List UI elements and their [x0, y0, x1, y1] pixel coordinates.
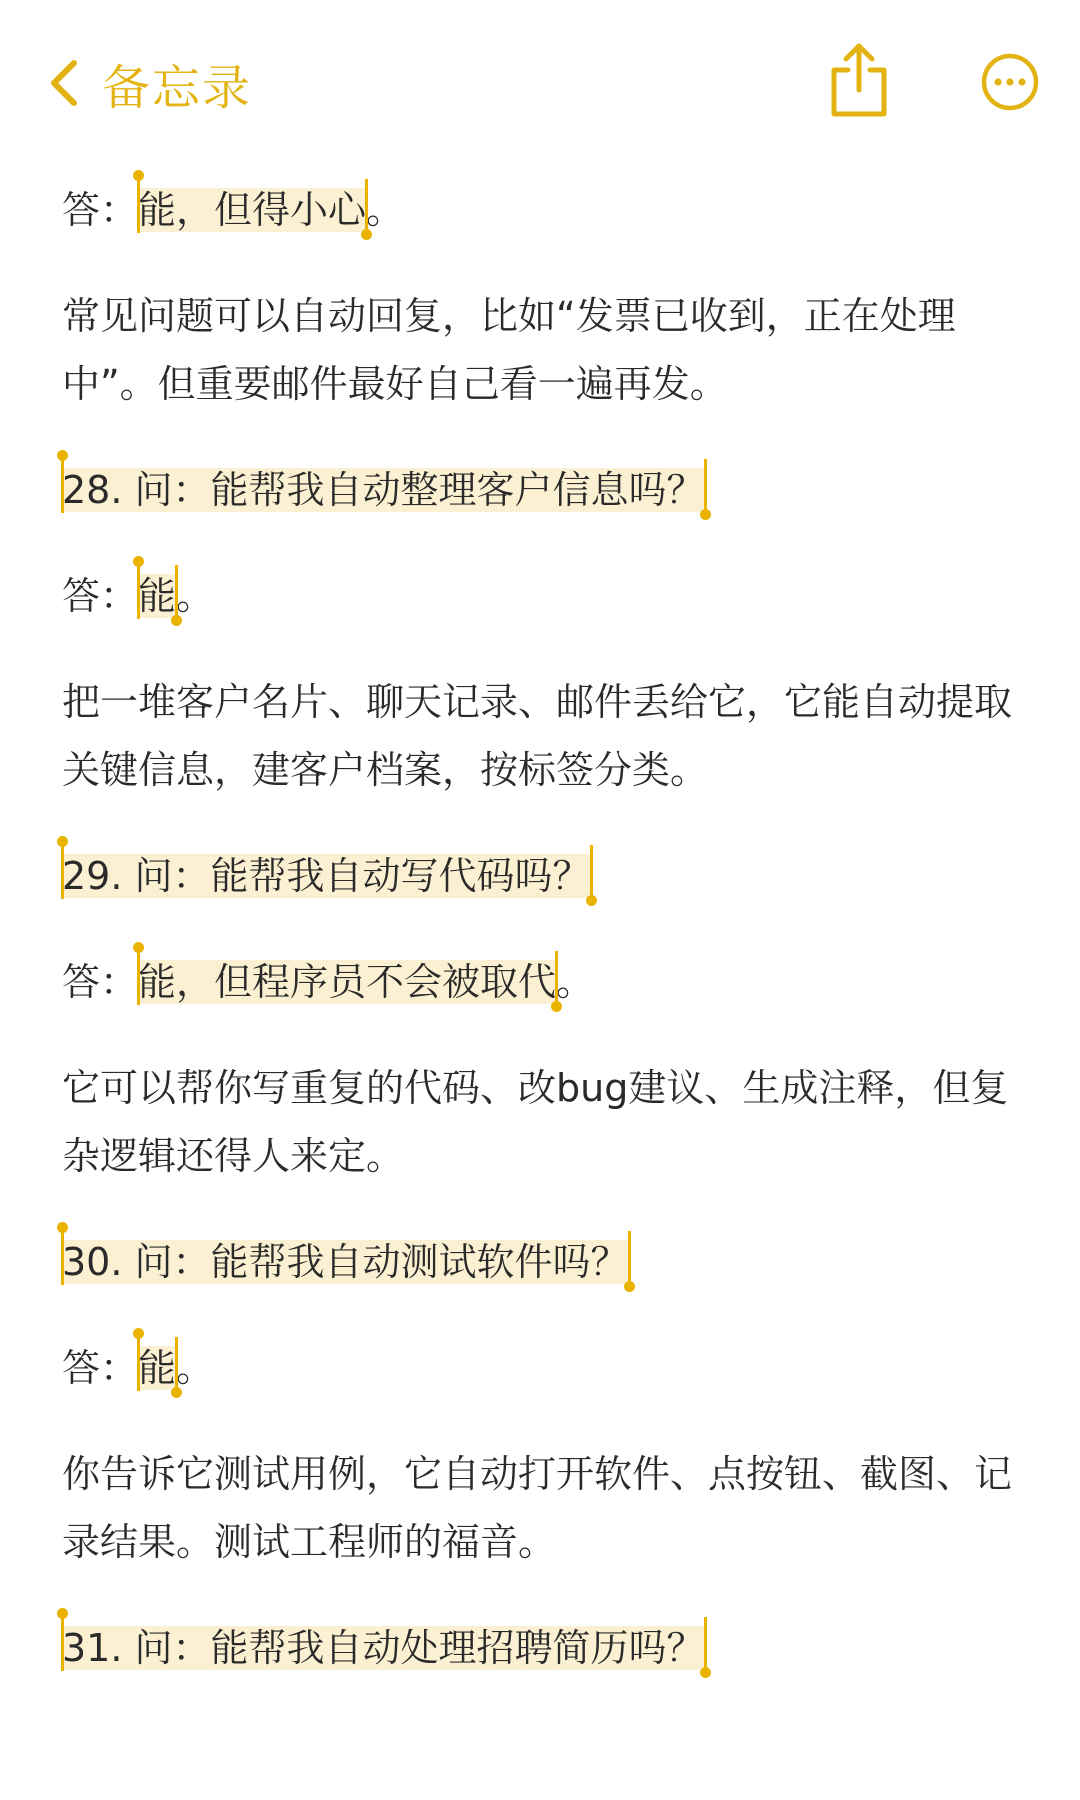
back-button[interactable] [44, 46, 252, 120]
selected-text-content: 29. 问：能帮我自动写代码吗？ [62, 854, 591, 898]
answer-30 [62, 1334, 1032, 1402]
selected-text-content: 能，但程序员不会被取代 [138, 960, 557, 1004]
answer-prefix: 答： [62, 960, 139, 1004]
selected-text-content: 能 [138, 1346, 177, 1390]
selected-text [62, 854, 591, 898]
selected-text [62, 1626, 705, 1670]
answer-suffix: 。 [176, 574, 215, 618]
answer-suffix: 。 [366, 188, 405, 232]
selected-text [138, 574, 176, 618]
ellipsis-circle-icon[interactable] [980, 52, 1040, 112]
question-29 [62, 842, 1032, 910]
selected-text-content: 30. 问：能帮我自动测试软件吗？ [62, 1240, 629, 1284]
nav-bar [0, 0, 1080, 160]
paragraph-28: 把一堆客户名片、聊天记录、邮件丢给它，它能自动提取关键信息，建客户档案，按标签分类。 [62, 680, 1013, 792]
answer-suffix: 。 [556, 960, 595, 1004]
answer-suffix: 。 [176, 1346, 215, 1390]
selected-text [62, 1240, 629, 1284]
answer-29 [62, 948, 1032, 1016]
paragraph-30: 你告诉它测试用例，它自动打开软件、点按钮、截图、记录结果。测试工程师的福音。 [62, 1452, 1013, 1564]
question-30 [62, 1228, 1032, 1296]
answer-28 [62, 562, 1032, 630]
share-icon[interactable] [826, 40, 892, 120]
selected-text [138, 960, 556, 1004]
selected-text-content: 28. 问：能帮我自动整理客户信息吗？ [62, 468, 705, 512]
question-28 [62, 456, 1032, 524]
selected-text [138, 188, 366, 232]
paragraph-27: 常见问题可以自动回复，比如“发票已收到，正在处理中”。但重要邮件最好自己看一遍再发。 [62, 294, 956, 406]
note-body[interactable] [62, 176, 1032, 1720]
selected-text-content: 31. 问：能帮我自动处理招聘简历吗？ [62, 1626, 705, 1670]
answer-prefix: 答： [62, 574, 139, 618]
selected-text [62, 468, 705, 512]
chevron-left-icon [44, 53, 84, 113]
paragraph-29: 它可以帮你写重复的代码、改bug建议、生成注释，但复杂逻辑还得人来定。 [62, 1066, 1009, 1178]
answer-prefix: 答： [62, 1346, 139, 1390]
selected-text-content: 能 [138, 574, 177, 618]
question-31 [62, 1614, 1032, 1682]
selected-text-content: 能，但得小心 [138, 188, 367, 232]
answer-prefix: 答： [62, 188, 139, 232]
answer-27 [62, 176, 1032, 244]
back-label: 备忘录 [102, 59, 253, 116]
selected-text [138, 1346, 176, 1390]
